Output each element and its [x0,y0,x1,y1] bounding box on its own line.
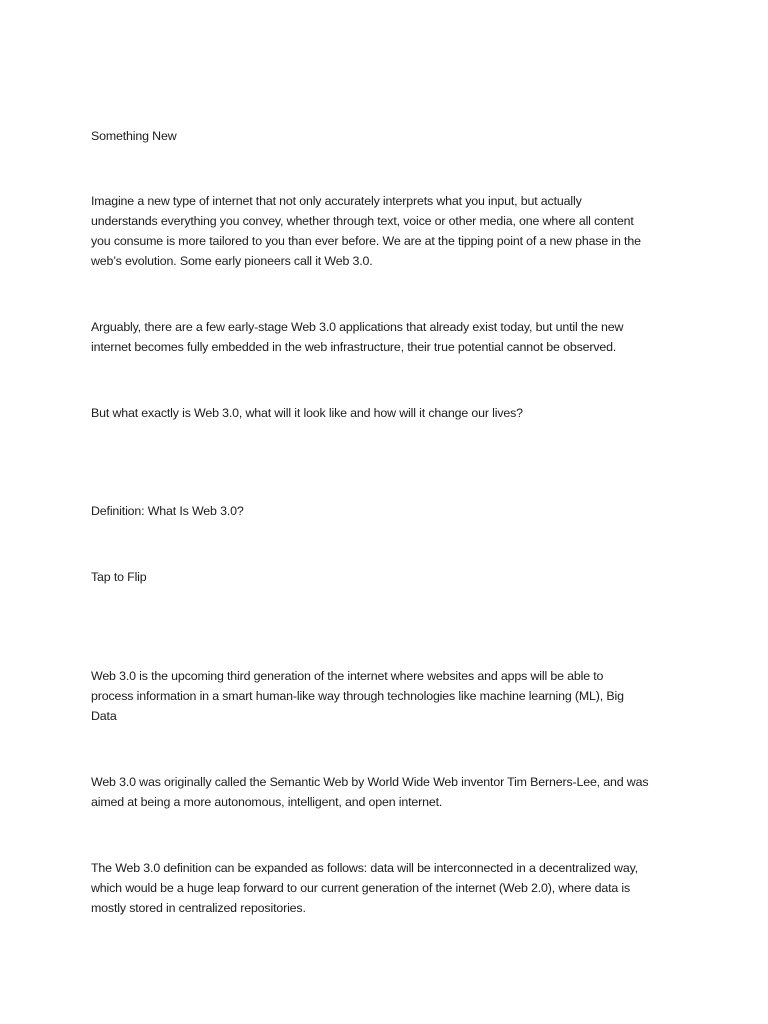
intro-paragraph [91,191,691,271]
tap-to-flip-text [91,567,691,587]
text-line: you consume is more tailored to you than ever before. We are at the tipping point of a new phase in the [91,234,641,248]
text-line: Arguably, there are a few early-stage Web 3.0 applications that already exist today, but until the new [91,320,624,334]
question-paragraph [91,403,691,423]
text-line: process information in a smart human-like way through technologies like machine learning (ML), Big [91,689,624,703]
text-line: Tap to Flip [91,570,147,584]
expanded-definition-paragraph [91,858,691,918]
text-line: The Web 3.0 definition can be expanded as follows: data will be interconnected in a decentralized way, [91,861,638,875]
text-line: web’s evolution. Some early pioneers call it Web 3.0. [91,254,373,268]
text-line: Data [91,709,117,723]
arguably-paragraph [91,317,691,357]
definition-heading [91,501,691,521]
text-line: Web 3.0 was originally called the Semantic Web by World Wide Web inventor Tim Berners-Lee, and was [91,775,649,789]
title-line: Something New [91,129,177,143]
text-line: Web 3.0 is the upcoming third generation of the internet where websites and apps will be able to [91,669,604,683]
text-line: aimed at being a more autonomous, intelligent, and open internet. [91,795,443,809]
text-line: Definition: What Is Web 3.0? [91,504,244,518]
semantic-web-paragraph [91,772,691,812]
text-line: But what exactly is Web 3.0, what will it look like and how will it change our lives? [91,406,523,420]
text-line: internet becomes fully embedded in the web infrastructure, their true potential cannot be observed. [91,340,617,354]
web3-upcoming-paragraph [91,666,691,726]
document-title [91,126,691,146]
text-line: which would be a huge leap forward to our current generation of the internet (Web 2.0), where data is [91,881,631,895]
text-line: mostly stored in centralized repositories. [91,901,306,915]
text-line: understands everything you convey, whether through text, voice or other media, one where all content [91,214,634,228]
text-line: Imagine a new type of internet that not only accurately interprets what you input, but actually [91,194,582,208]
